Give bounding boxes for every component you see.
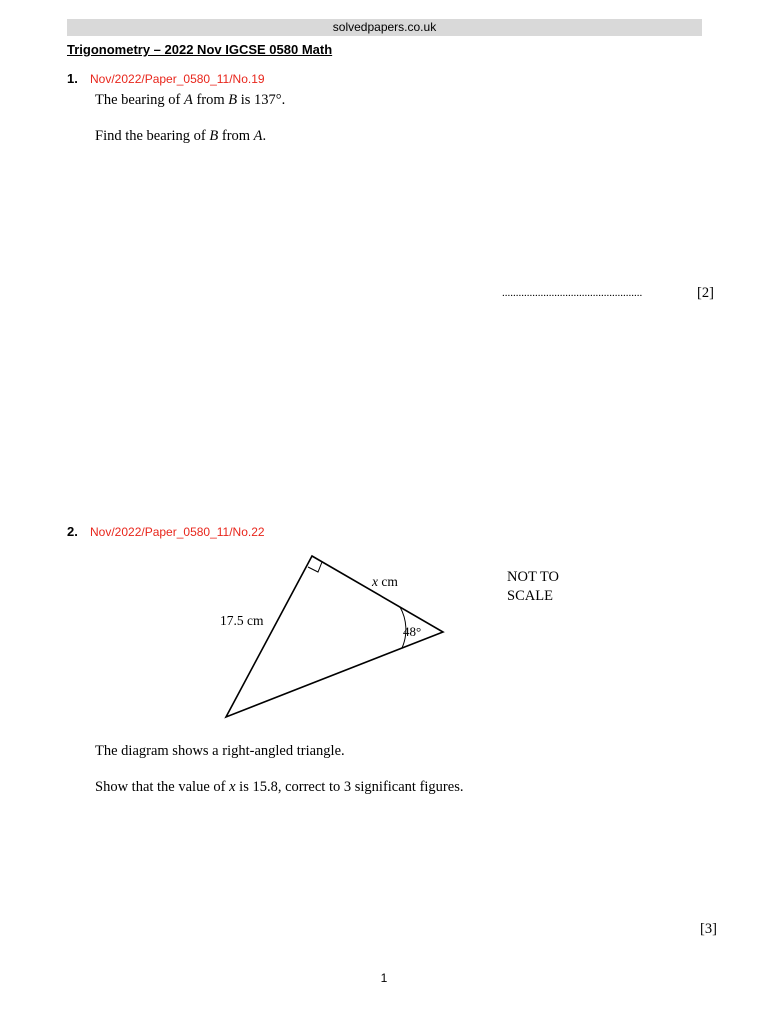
question-1-number: 1.: [67, 71, 78, 86]
question-1-answer-line[interactable]: ...................................................: [502, 287, 643, 299]
page-number: 1: [380, 971, 388, 985]
right-angle-marker: [308, 562, 322, 572]
question-2-line-1: The diagram shows a right-angled triangle.: [95, 743, 345, 759]
question-2-reference: Nov/2022/Paper_0580_11/No.22: [90, 525, 265, 539]
site-banner: solvedpapers.co.uk: [67, 19, 702, 36]
not-to-scale-line-1: NOT TO: [507, 569, 559, 585]
question-2-line-2: Show that the value of x is 15.8, correct to 3 significant figures.: [95, 779, 464, 795]
angle-label: 48°: [403, 624, 422, 639]
side-label-hypotenuse: 17.5 cm: [220, 613, 264, 628]
question-2-number: 2.: [67, 524, 78, 539]
side-label-x: x cm: [372, 574, 398, 589]
question-1-reference: Nov/2022/Paper_0580_11/No.19: [90, 72, 265, 86]
question-2-marks: [3]: [700, 921, 717, 937]
document-title: Trigonometry – 2022 Nov IGCSE 0580 Math: [67, 42, 333, 57]
question-1-line-1: The bearing of A from B is 137°.: [95, 92, 286, 108]
not-to-scale-line-2: SCALE: [507, 588, 553, 604]
question-1-line-2: Find the bearing of B from A.: [95, 128, 267, 144]
right-angled-triangle-diagram: [200, 545, 460, 730]
question-1-marks: [2]: [697, 285, 714, 301]
